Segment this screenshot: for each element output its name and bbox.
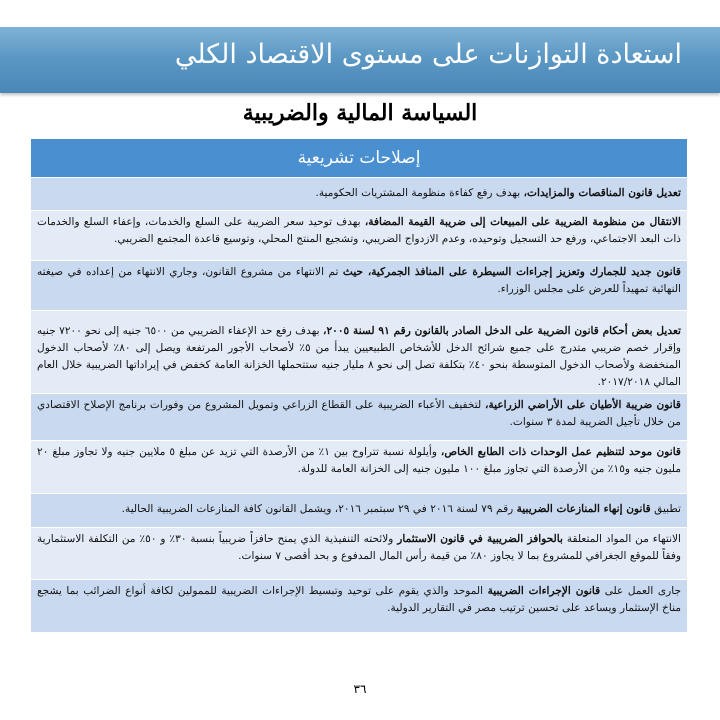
table-row — [31, 311, 687, 394]
row-text: لتخفيف الأعباء الضريبية على القطاع الزراعي وتمويل المشروع من وفورات برنامج الإصلاح الاقتصادي من خلال تأجيل الضريبة لمدة ٣ سنوات. — [37, 399, 681, 428]
row-bold-text: قانون إنهاء المنازعات الضريبية — [516, 503, 651, 515]
header-banner — [0, 27, 720, 93]
row-bold-text: قانون موحد لتنظيم عمل الوحدات ذات الطابع الخاص، — [440, 446, 681, 458]
row-text: الموحد والذي يقوم على توحيد وتبسيط الإجراءات الضريبية للممولين لكافة أنواع الضرائب بما يشجع مناخ الإستثمار ويساعد على تحسين ترتيب مصر في التقارير الدولية. — [37, 585, 681, 614]
table-row — [31, 580, 687, 633]
row-text: تم الانتهاء من مشروع القانون، وجاري الانتهاء من إعداده في صيغته النهائية تمهيداً للعرض على مجلس الوزراء. — [37, 266, 681, 295]
row-text: بهدف توحيد سعر الضريبة على السلع والخدمات، وإعفاء السلع والخدمات ذات البعد الاجتماعي، ورفع حد التسجيل وتوحيده، وعدم الازدواج الضريبي، وتشجيع المنتج المحلي، وتوسيع قاعدة المجتمع الضريبي. — [37, 216, 681, 245]
row-prefix-text: جارى العمل على — [600, 585, 682, 597]
table-row — [31, 441, 687, 494]
row-bold-text: تعديل بعض أحكام قانون الضريبة على الدخل الصادر بالقانون رقم ٩١ لسنة ٢٠٠٥، — [323, 325, 682, 337]
table-row — [31, 211, 687, 261]
row-prefix-text: تطبيق — [650, 503, 681, 515]
row-bold-text: قانون جديد للجمارك وتعزيز إجراءات السيطرة على المنافذ الجمركية، حيث — [342, 266, 681, 278]
row-bold-text: بالحوافز الضريبية في قانون الاستثمار — [397, 533, 563, 545]
row-text: وأيلولة نسبة تتراوح بين ١٪ من الأرصدة التي تزيد عن مبلغ ٥ ملايين جنيه ولا تجاوز مبلغ ٢٠ مليون جنيه و١٥٪ من الأرصدة التي تجاوز مبلغ ١٠٠ مليون جنيه إلى الخزانة العامة للدولة. — [37, 446, 681, 475]
table-row — [31, 528, 687, 580]
row-text: بهدف رفع كفاءة منظومة المشتريات الحكومية. — [315, 187, 524, 199]
table-row — [31, 178, 687, 211]
row-bold-text: قانون ضريبة الأطيان على الأراضي الزراعية، — [485, 399, 681, 411]
row-bold-text: قانون الإجراءات الضريبية — [487, 585, 601, 597]
table-row — [31, 261, 687, 311]
section-title: السياسة المالية والضريبية — [242, 100, 478, 126]
row-bold-text: تعديل قانون المناقصات والمزايدات، — [523, 187, 681, 199]
banner-title: استعادة التوازنات على مستوى الاقتصاد الكلي — [174, 39, 682, 70]
table-header: إصلاحات تشريعية — [31, 139, 687, 178]
row-prefix-text: الانتهاء من المواد المتعلقة — [562, 533, 682, 545]
row-text: ولائحته التنفيذية الذي يمنح حافزاً ضريبياً بنسبة ٣٠٪ و ٥٠٪ من التكلفة الاستثمارية وفقاً للموقع الجغرافي للمشروع بما لا يجاوز ٨٠٪ من قيمة رأس المال المدفوع و بحد أقصى ٧ سنوات. — [37, 533, 681, 562]
page-number: ٣٦ — [353, 682, 367, 696]
row-text: بهدف رفع حد الإعفاء الضريبي من ٦٥٠٠ جنيه إلى نحو ٧٢٠٠ جنيه وإقرار خصم ضريبي متدرج على جميع شرائح الدخل للأشخاص الطبيعيين يبدأ من ٥٪ لأصحاب الأجور المرتفعة ويصل إلى ٨٠٪ لأصحاب الدخول المنخفضة ولأصحاب الدخول المتوسطة بنحو ٤٠٪ بتكلفة تصل إلى نحو ٨ مليار جنيه ستتحملها الخزانة العامة كخفض في إيراداتها الضريبية خلال العام المالي ٢٠١٧/٢٠١٨. — [37, 325, 682, 388]
table-row — [31, 494, 687, 528]
row-bold-text: الانتقال من منظومة الضريبة على المبيعات إلى ضريبة القيمة المضافة، — [364, 216, 681, 228]
reforms-table — [31, 139, 687, 633]
row-text: رقم ٧٩ لسنة ٢٠١٦ في ٢٩ سبتمبر ٢٠١٦، ويشمل القانون كافة المنازعات الضريبية الحالية. — [121, 503, 517, 515]
table-row — [31, 394, 687, 441]
